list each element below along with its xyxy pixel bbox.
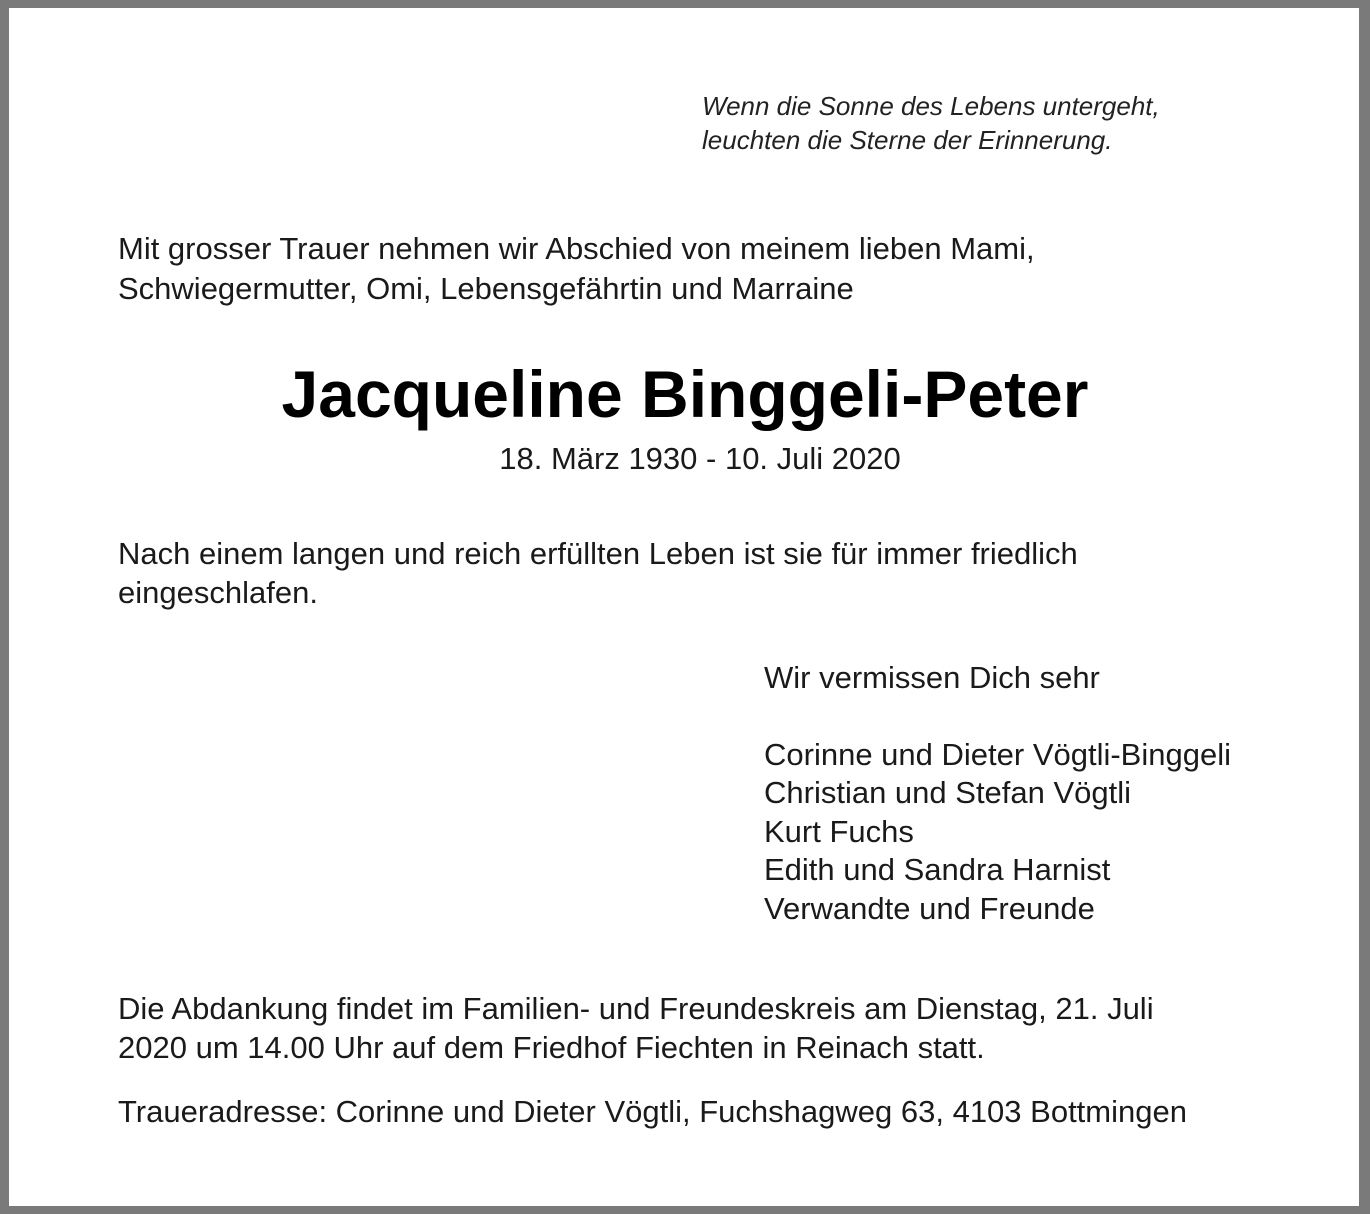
mourner-item: Christian und Stefan Vögtli [764, 775, 1132, 811]
service-text: Die Abdankung findet im Familien- und Freundeskreis am Dienstag, 21. Juli 2020 um 14.00 Uhr auf dem Friedhof Fiechten in Reinach statt. [118, 991, 1154, 1065]
deceased-name: Jacqueline Binggeli-Peter [281, 357, 1089, 431]
passing-text: Nach einem langen und reich erfüllten Leben ist sie für immer friedlich eingeschlafen. [118, 536, 1078, 610]
mourner-item: Verwandte und Freunde [764, 890, 1095, 926]
mourning-address: Traueradresse: Corinne und Dieter Vögtli, Fuchshagweg 63, 4103 Bottmingen [118, 1094, 1187, 1129]
mourners-list [764, 736, 1231, 928]
life-dates: 18. März 1930 - 10. Juli 2020 [499, 441, 901, 476]
intro-text: Mit grosser Trauer nehmen wir Abschied von meinem lieben Mami, Schwiegermutter, Omi, Lebensgefährtin und Marraine [118, 231, 1035, 306]
miss-text: Wir vermissen Dich sehr [764, 660, 1100, 695]
mourner-item: Corinne und Dieter Vögtli-Binggeli [764, 737, 1231, 772]
mourner-item: Kurt Fuchs [764, 813, 914, 849]
motto-quote [702, 89, 1160, 157]
motto-line-1: Wenn die Sonne des Lebens untergeht, [702, 91, 1160, 121]
motto-line-2: leuchten die Sterne der Erinnerung. [702, 125, 1113, 155]
mourner-item: Edith und Sandra Harnist [764, 852, 1111, 888]
